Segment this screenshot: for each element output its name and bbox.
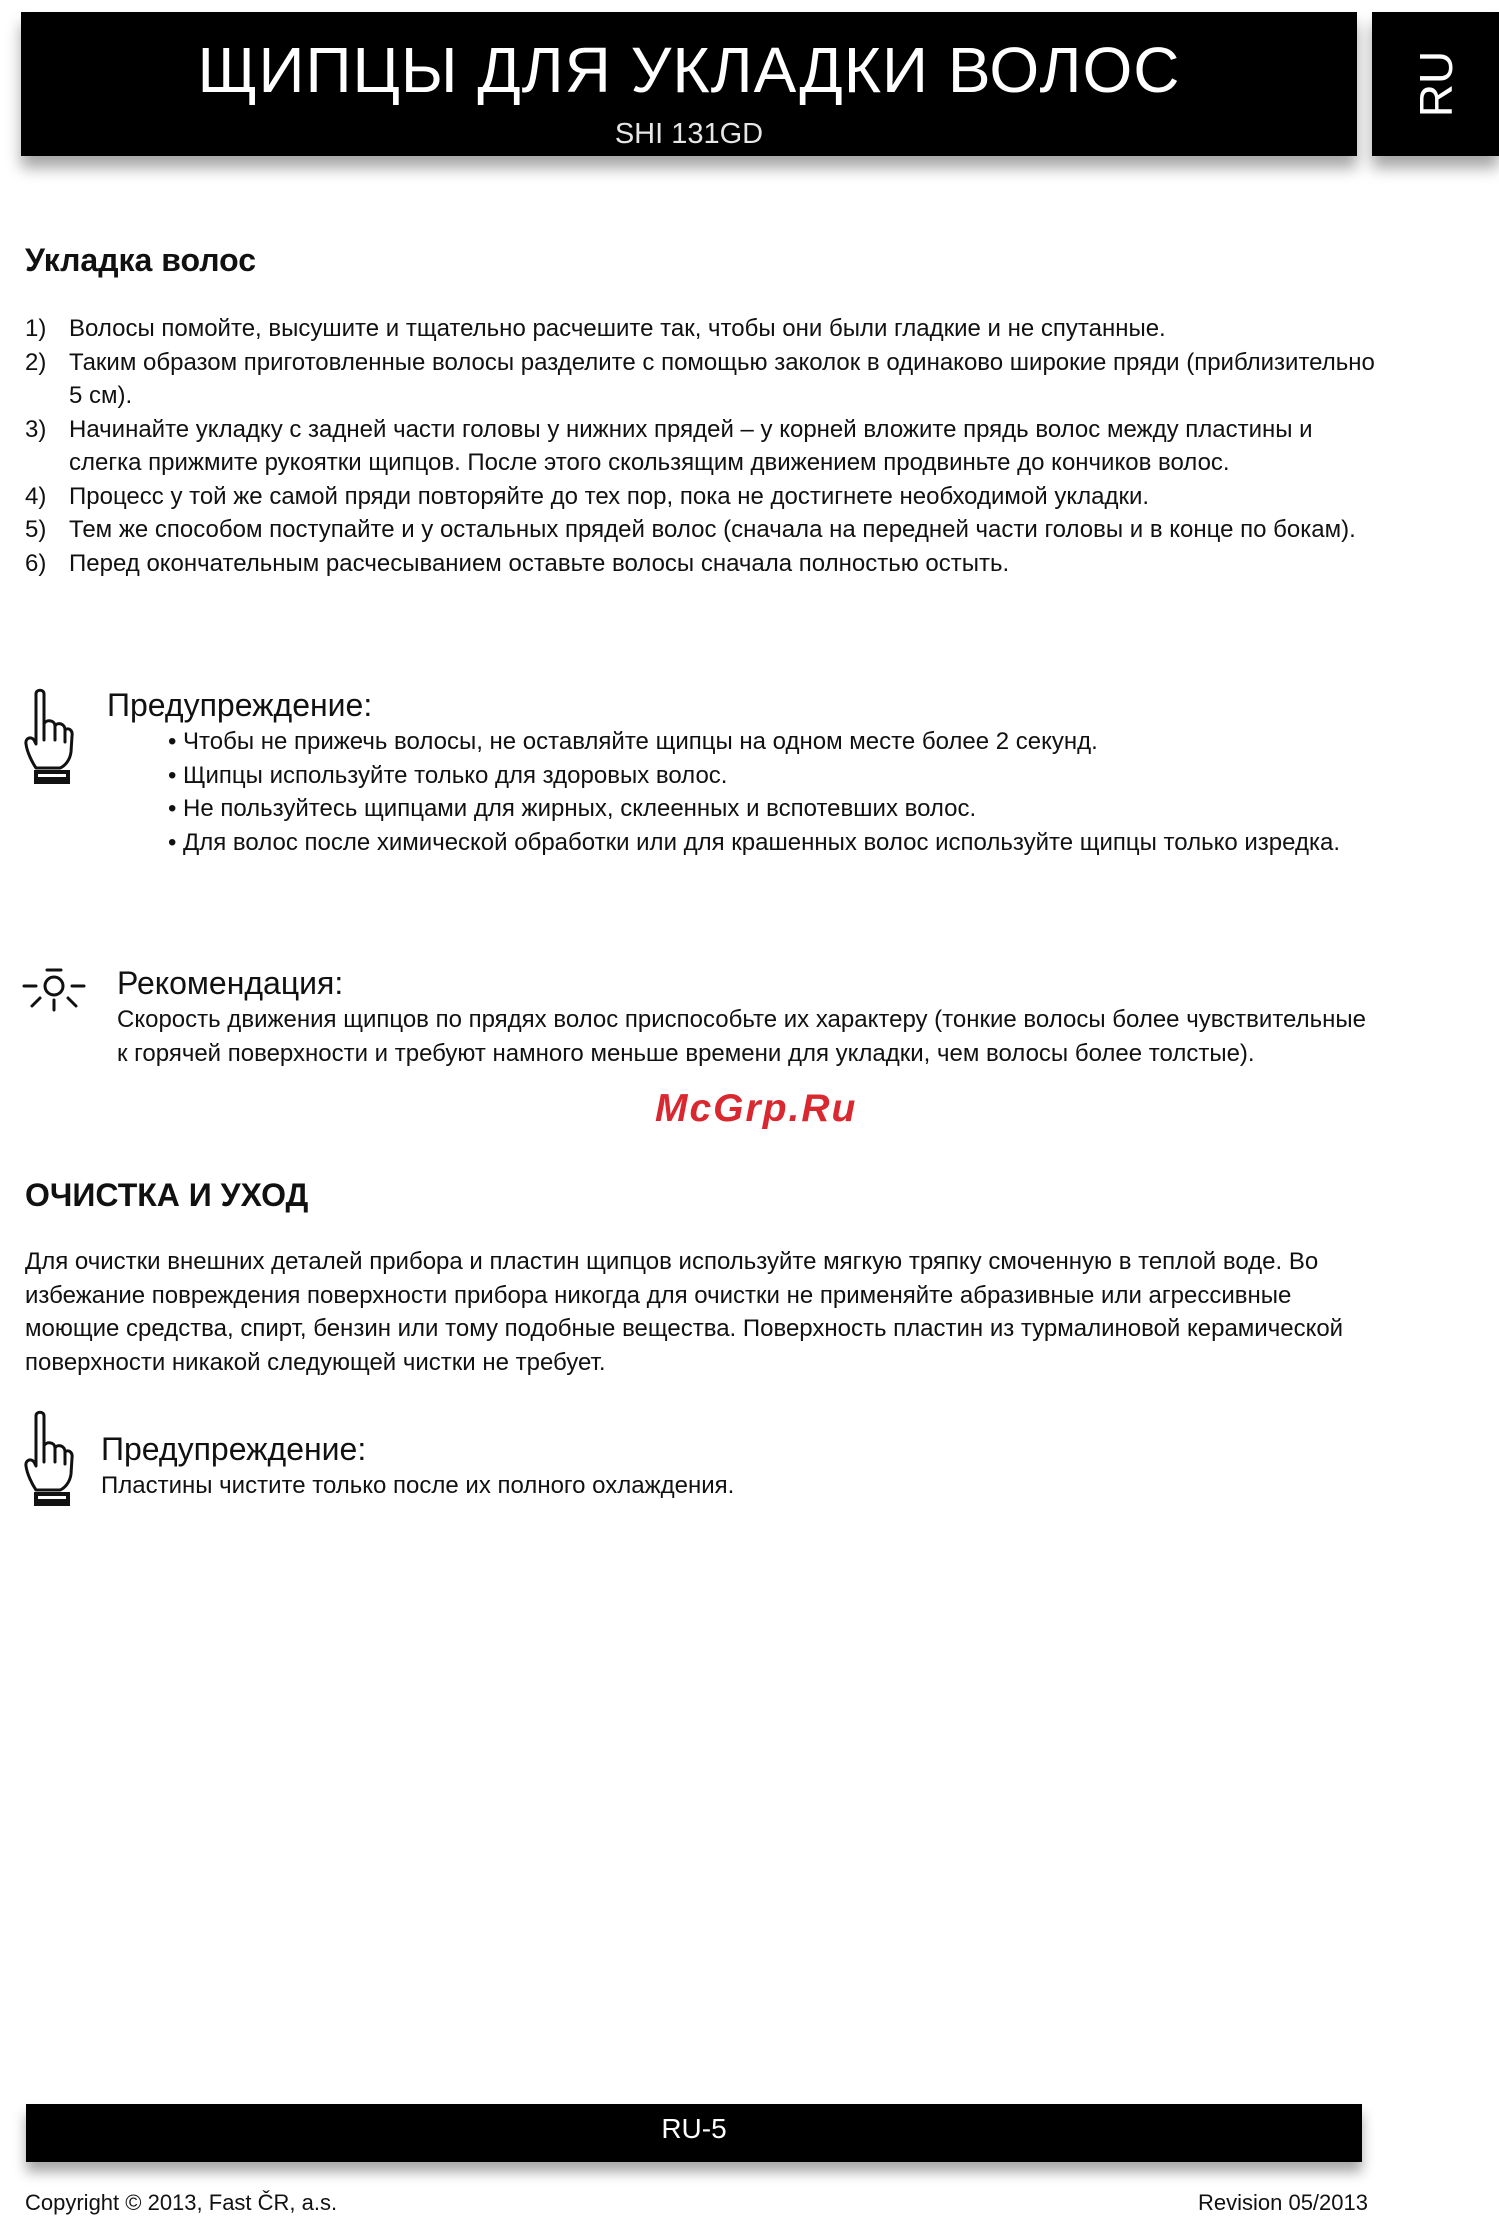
- revision-text: Revision 05/2013: [1197, 2190, 1368, 2215]
- pointing-hand-icon: [22, 688, 74, 786]
- recommendation-title: Рекомендация:: [117, 965, 344, 1001]
- list-item: • Щипцы используйте только для здоровых волос.: [168, 759, 1368, 793]
- step-text: Тем же способом поступайте и у остальных прядей волос (сначала на передней части головы и в конце по бокам).: [69, 516, 1356, 543]
- step-text: Перед окончательным расчесыванием оставьте волосы сначала полностью остыть.: [69, 549, 1010, 577]
- step-number: 1): [25, 315, 47, 342]
- language-label: RU: [1409, 50, 1462, 118]
- list-item: • Чтобы не прижечь волосы, не оставляйте щипцы на одном месте более 2 секунд.: [168, 725, 1368, 759]
- styling-heading: Укладка волос: [25, 242, 257, 278]
- warning-title: Предупреждение:: [107, 687, 373, 723]
- cleaning-heading: ОЧИСТКА И УХОД: [25, 1177, 309, 1213]
- copyright-text: Copyright © 2013, Fast ČR, a.s.: [25, 2190, 338, 2215]
- step-number: 3): [25, 415, 47, 443]
- pointing-hand-icon: [22, 1410, 74, 1508]
- watermark-text: McGrp.Ru: [655, 1087, 858, 1130]
- lamp-icon: [22, 962, 86, 1012]
- page-title: ЩИПЦЫ ДЛЯ УКЛАДКИ ВОЛОС: [197, 34, 1181, 106]
- list-item: [25, 547, 1375, 581]
- list-item: • Не пользуйтесь щипцами для жирных, склеенных и вспотевших волос.: [168, 792, 1368, 826]
- language-tab: [1372, 12, 1499, 156]
- step-number: 5): [25, 516, 47, 543]
- list-item: [25, 346, 1375, 413]
- header-bar: [21, 12, 1357, 156]
- step-number: 4): [25, 482, 47, 510]
- step-text: Таким образом приготовленные волосы разделите с помощью заколок в одинаково широкие пряди (приблизительно 5 см).: [69, 348, 1375, 409]
- model-number: SHI 131GD: [614, 118, 764, 150]
- list-item: [25, 312, 1375, 346]
- list-item: • Для волос после химической обработки или для крашенных волос используйте щипцы только изредка.: [168, 826, 1368, 860]
- list-item: [25, 413, 1375, 480]
- step-text: Процесс у той же самой пряди повторяйте до тех пор, пока не достигнете необходимой укладки.: [69, 482, 1150, 510]
- step-text: Волосы помойте, высушите и тщательно расчешите так, чтобы они были гладкие и не спутанные.: [69, 315, 1166, 342]
- list-item: [25, 480, 1375, 514]
- list-item: [25, 513, 1375, 547]
- step-number: 2): [25, 348, 47, 376]
- step-number: 6): [25, 549, 47, 577]
- footer-bar: [26, 2104, 1362, 2162]
- warning-text: Пластины чистите только после их полного охлаждения.: [101, 1472, 735, 1499]
- step-text: Начинайте укладку с задней части головы у нижних прядей – у корней вложите прядь волос между пластины и слегка прижмите рукоятки щипцов. После этого скользящим движением продвиньте до кончиков волос.: [69, 415, 1313, 476]
- recommendation-text: Скорость движения щипцов по прядях волос приспособьте их характеру (тонкие волосы более чувствительные к горячей поверхности и требуют намного меньше времени для укладки, чем волосы более толстые).: [117, 1006, 1366, 1067]
- styling-steps: [25, 312, 1375, 580]
- page-number: RU-5: [661, 2113, 727, 2144]
- warning-list: [168, 725, 1368, 859]
- warning-title: Предупреждение:: [101, 1431, 367, 1467]
- cleaning-text: Для очистки внешних деталей прибора и пластин щипцов используйте мягкую тряпку смоченную в теплой воде. Во избежание повреждения поверхности прибора никогда для очистки не применяйте абразивные или агрессивные моющие средства, спирт, бензин или тому подобные вещества. Поверхность пластин из турмалиновой керамической поверхности никакой следующей чистки не требует.: [25, 1248, 1344, 1376]
